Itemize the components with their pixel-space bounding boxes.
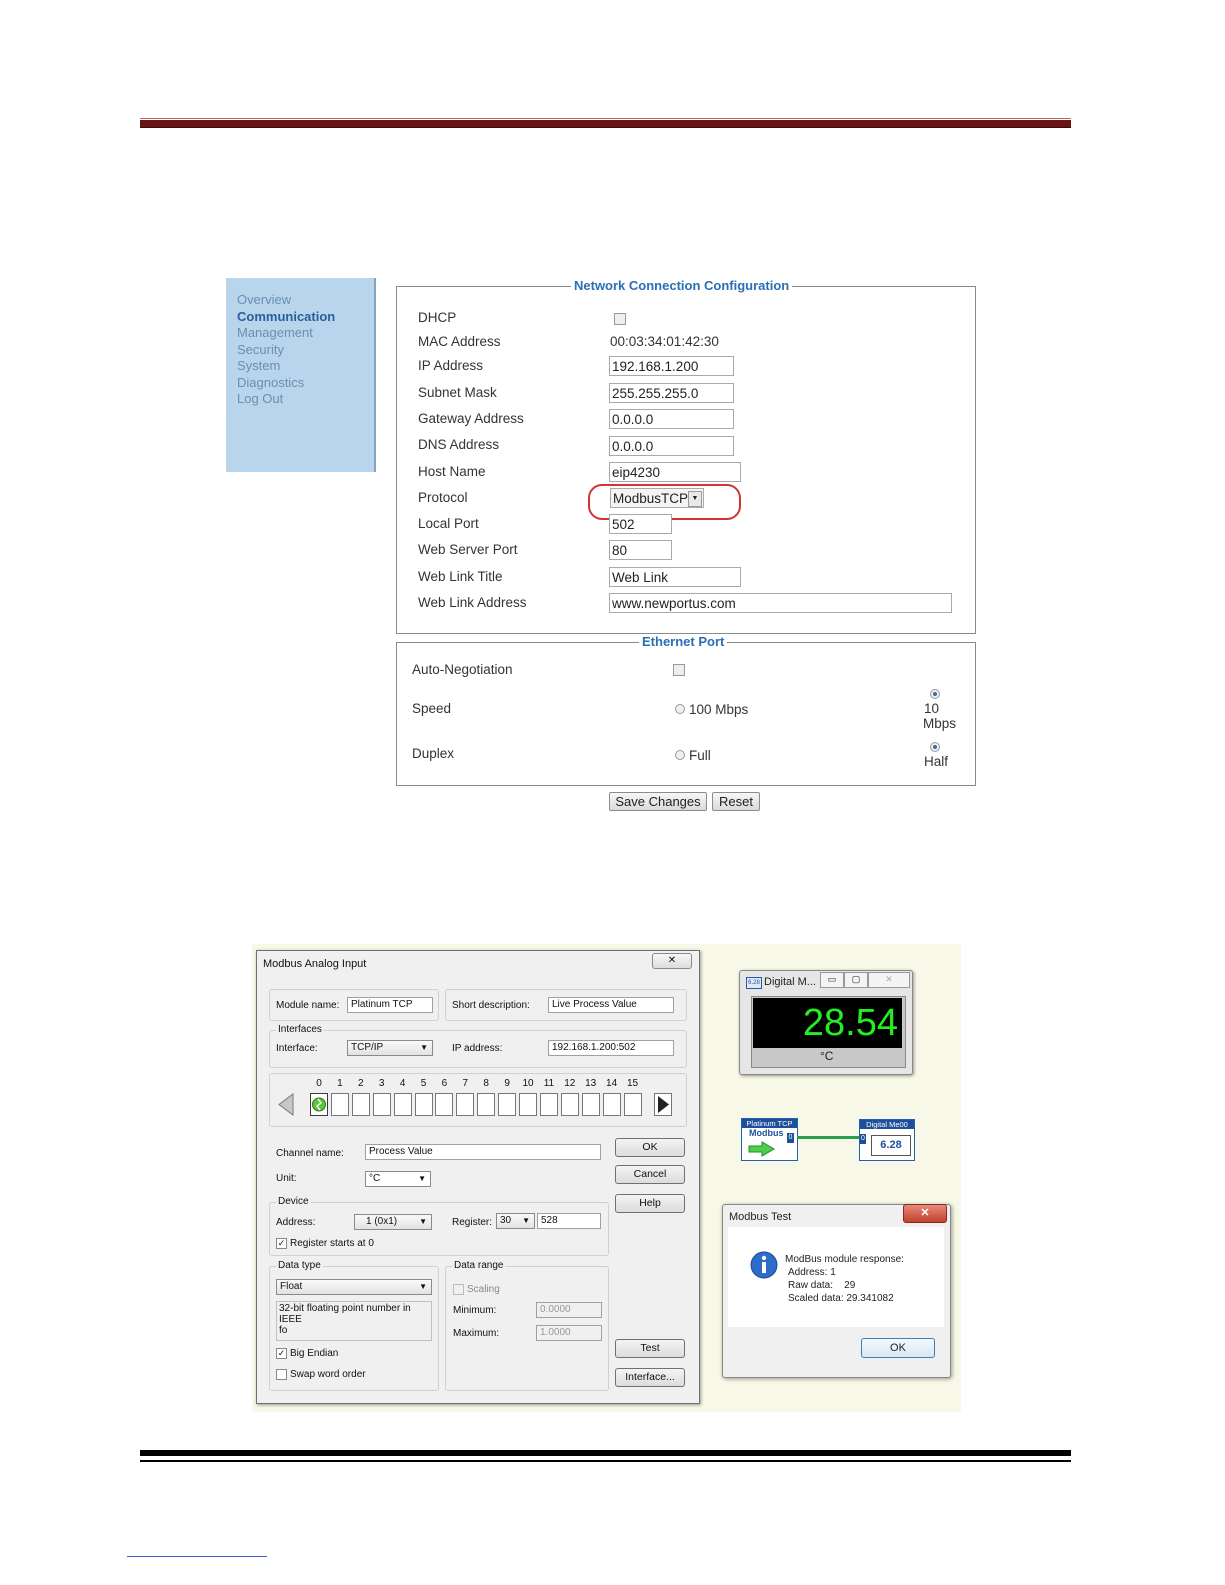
dhcp-checkbox[interactable] [614, 313, 626, 325]
channel-number: 8 [483, 1078, 489, 1089]
host-name-input[interactable]: eip4230 [609, 462, 741, 482]
duplex-half-label: Half [924, 754, 949, 769]
platinum-tcp-block-title: Platinum TCP [742, 1119, 797, 1128]
channel-slot[interactable] [624, 1093, 642, 1116]
channel-number: 0 [316, 1078, 322, 1089]
interface-label: Interface: [276, 1043, 318, 1054]
meter-title: Digital M... [764, 976, 816, 988]
speed-10-radio[interactable] [930, 689, 940, 699]
digital-meter-block-value: 6.28 [871, 1135, 911, 1156]
meter-display [753, 998, 902, 1048]
response-raw-data: Raw data: 29 [788, 1280, 856, 1291]
channel-number: 1 [337, 1078, 343, 1089]
chevron-down-icon: ▼ [522, 1216, 530, 1225]
module-name-label: Module name: [276, 1000, 340, 1011]
data-range-group-label: Data range [454, 1260, 504, 1271]
channel-number: 15 [626, 1078, 639, 1089]
connection-wire [797, 1136, 859, 1139]
speed-100-label: 100 Mbps [689, 702, 749, 717]
autoneg-label: Auto-Negotiation [412, 662, 513, 677]
close-icon[interactable]: ✕ [903, 1204, 947, 1223]
meter-display-frame [751, 996, 906, 1068]
duplex-full-radio[interactable] [675, 750, 685, 760]
channel-number: 4 [399, 1078, 406, 1089]
duplex-full-label: Full [689, 748, 711, 763]
chevron-down-icon: ▼ [419, 1217, 427, 1226]
active-channel-icon [311, 1094, 327, 1115]
register-select[interactable] [496, 1213, 535, 1229]
swap-word-checkbox[interactable] [276, 1369, 287, 1380]
maximum-input[interactable]: 1.0000 [536, 1325, 602, 1341]
scaling-label: Scaling [467, 1284, 500, 1295]
channel-number: 11 [543, 1078, 555, 1089]
channel-number: 14 [606, 1078, 618, 1089]
autoneg-checkbox[interactable] [673, 664, 685, 676]
big-endian-label: Big Endian [290, 1348, 339, 1359]
local-port-input[interactable]: 502 [609, 514, 672, 534]
nav-diagnostics[interactable]: Diagnostics [237, 374, 305, 390]
speed-10-unit: Mbps [923, 716, 957, 731]
digital-meter-window [739, 970, 913, 1075]
modbus-analog-input-dialog [256, 950, 700, 1404]
channel-slot[interactable] [540, 1093, 558, 1116]
minimum-input[interactable]: 0.0000 [536, 1302, 602, 1318]
channel-slot[interactable] [603, 1093, 621, 1116]
gateway-label: Gateway Address [418, 411, 524, 426]
web-link-address-input[interactable]: www.newportus.com [609, 593, 952, 613]
unit-label: Unit: [276, 1173, 297, 1184]
dns-address-input[interactable]: 0.0.0.0 [609, 436, 734, 456]
channel-number: 10 [522, 1078, 534, 1089]
digital-meter-block-title: Digital Me00 [860, 1120, 914, 1129]
data-type-value: Float [280, 1281, 303, 1292]
channel-name-input[interactable]: Process Value [365, 1144, 601, 1160]
protocol-value: ModbusTCP [613, 491, 689, 506]
channel-slot[interactable] [415, 1093, 433, 1116]
swap-word-label: Swap word order [290, 1369, 366, 1380]
response-heading: ModBus module response: [785, 1254, 904, 1265]
close-icon[interactable]: ✕ [868, 972, 910, 988]
channel-number: 2 [358, 1078, 364, 1089]
dns-label: DNS Address [418, 437, 500, 452]
header-rule-highlight [140, 118, 1071, 119]
help-button[interactable]: Help [615, 1194, 685, 1213]
meter-unit: °C [820, 1049, 834, 1063]
minimum-label: Minimum: [453, 1305, 497, 1316]
meter-value: 28.54 [802, 1002, 898, 1044]
channel-slot[interactable] [352, 1093, 370, 1116]
platinum-tcp-block[interactable] [741, 1118, 798, 1161]
link-title-label: Web Link Title [418, 569, 503, 584]
interface-select[interactable] [347, 1040, 433, 1056]
chevron-down-icon[interactable]: ▼ [688, 491, 702, 507]
channel-prev-arrow-icon[interactable] [277, 1093, 295, 1116]
response-scaled-data: Scaled data: 29.341082 [788, 1293, 894, 1304]
unit-value: °C [369, 1173, 381, 1184]
unit-select[interactable] [365, 1171, 431, 1187]
channel-number: 6 [441, 1078, 448, 1089]
modbus-ip-input[interactable]: 192.168.1.200:502 [548, 1040, 674, 1056]
channel-next-arrow-icon[interactable] [654, 1093, 672, 1116]
data-type-description-line1: 32-bit floating point number in IEEE [279, 1303, 411, 1325]
channel-name-label: Channel name: [276, 1148, 344, 1159]
channel-slot[interactable] [373, 1093, 391, 1116]
nav-security[interactable]: Security [237, 341, 284, 357]
data-type-description-line2: fo [279, 1325, 288, 1336]
speed-10-label: 10 [924, 701, 940, 716]
output-port-icon[interactable]: 0 [788, 1134, 793, 1141]
host-label: Host Name [418, 464, 486, 479]
channel-slot[interactable] [331, 1093, 349, 1116]
channel-number: 9 [504, 1078, 510, 1089]
channel-number: 7 [462, 1078, 469, 1089]
web-port-label: Web Server Port [418, 542, 518, 557]
modbus-block-label: Modbus [749, 1128, 784, 1138]
address-value: 1 (0x1) [366, 1216, 398, 1227]
footer-link-underline [127, 1556, 267, 1557]
save-changes-button[interactable]: Save Changes [609, 792, 707, 811]
interfaces-group-label: Interfaces [278, 1024, 322, 1035]
footer-rule-thin [140, 1460, 1071, 1462]
reset-button[interactable]: Reset [712, 792, 760, 811]
ip-address-label: IP address: [452, 1043, 503, 1054]
register-number-input[interactable]: 528 [537, 1213, 601, 1229]
protocol-label: Protocol [418, 490, 468, 505]
web-server-port-input[interactable]: 80 [609, 540, 672, 560]
channel-number: 13 [585, 1078, 597, 1089]
subnet-mask-input[interactable]: 255.255.255.0 [609, 383, 734, 403]
short-description-label: Short description: [452, 1000, 530, 1011]
nav-overview[interactable]: Overview [237, 292, 292, 307]
data-type-description [276, 1301, 432, 1341]
big-endian-checkbox[interactable]: ✓ [277, 1348, 286, 1358]
link-address-label: Web Link Address [418, 595, 527, 610]
channel-number: 5 [420, 1078, 427, 1089]
channel-slot[interactable] [561, 1093, 579, 1116]
channel-number: 12 [564, 1078, 576, 1089]
close-icon[interactable]: ✕ [652, 953, 692, 969]
ip-address-input[interactable]: 192.168.1.200 [609, 356, 734, 376]
data-type-group-label: Data type [278, 1260, 321, 1271]
gateway-address-input[interactable]: 0.0.0.0 [609, 409, 734, 429]
ip-label: IP Address [418, 358, 484, 373]
maximum-label: Maximum: [453, 1328, 500, 1339]
nav-management[interactable]: Management [237, 325, 313, 340]
channel-slot[interactable] [310, 1093, 328, 1116]
test-button[interactable]: Test [615, 1339, 685, 1358]
modbus-test-dialog [722, 1204, 951, 1378]
channel-slot[interactable] [435, 1093, 453, 1116]
chevron-down-icon: ▼ [420, 1043, 428, 1052]
register-starts-checkbox[interactable]: ✓ [277, 1238, 286, 1248]
sidebar-nav [226, 278, 376, 472]
duplex-half-radio[interactable] [930, 742, 940, 752]
register-label: Register: [452, 1217, 493, 1228]
footer-rule-thick [140, 1450, 1071, 1456]
minimize-icon[interactable]: ▭ [820, 972, 844, 988]
modbus-test-body [728, 1227, 944, 1327]
nav-system[interactable]: System [237, 358, 281, 373]
interface-value: TCP/IP [351, 1042, 384, 1053]
channel-slot[interactable] [582, 1093, 600, 1116]
mac-value: 00:03:34:01:42:30 [610, 334, 719, 349]
header-rule [140, 120, 1071, 128]
short-description-input[interactable]: Live Process Value [548, 997, 674, 1013]
scaling-checkbox[interactable] [453, 1284, 464, 1295]
address-select[interactable] [354, 1214, 432, 1230]
local-port-label: Local Port [418, 516, 479, 531]
address-label: Address: [276, 1217, 316, 1228]
response-address: Address: 1 [788, 1267, 836, 1278]
channel-slot[interactable] [498, 1093, 516, 1116]
speed-label: Speed [412, 701, 452, 716]
chevron-down-icon: ▼ [418, 1174, 426, 1183]
modbus-test-title: Modbus Test [729, 1211, 792, 1223]
nav-log-out[interactable]: Log Out [237, 391, 284, 406]
register-value: 30 [500, 1215, 512, 1226]
digital-meter-block[interactable] [859, 1119, 915, 1161]
speed-100-radio[interactable] [675, 704, 685, 714]
network-config-legend: Network Connection Configuration [571, 278, 792, 293]
chevron-down-icon: ▼ [419, 1282, 427, 1291]
input-port-icon[interactable]: 0 [861, 1135, 865, 1142]
duplex-label: Duplex [412, 746, 455, 761]
maximize-icon[interactable]: ▢ [844, 972, 868, 988]
ok-button[interactable]: OK [615, 1138, 685, 1157]
channel-slot[interactable] [394, 1093, 412, 1116]
channel-slot[interactable] [456, 1093, 474, 1116]
data-type-select[interactable] [276, 1279, 432, 1295]
channel-slot[interactable] [477, 1093, 495, 1116]
meter-app-icon: 6.28 [746, 977, 762, 989]
web-link-title-input[interactable]: Web Link [609, 567, 741, 587]
channel-slot[interactable] [519, 1093, 537, 1116]
dialog-title: Modbus Analog Input [263, 958, 367, 970]
info-icon [749, 1250, 779, 1280]
modbus-arrow-icon [748, 1141, 778, 1157]
mac-label: MAC Address [418, 334, 501, 349]
module-name-input[interactable]: Platinum TCP [347, 997, 433, 1013]
device-group-label: Device [278, 1196, 309, 1207]
dhcp-label: DHCP [418, 310, 457, 325]
ethernet-port-legend: Ethernet Port [639, 634, 727, 649]
channel-number: 3 [378, 1078, 385, 1089]
register-starts-label: Register starts at 0 [290, 1238, 374, 1249]
interface-button[interactable]: Interface... [615, 1368, 685, 1387]
nav-communication[interactable]: Communication [237, 308, 336, 324]
subnet-label: Subnet Mask [418, 385, 497, 400]
modbus-test-ok-button[interactable]: OK [861, 1338, 935, 1358]
cancel-button[interactable]: Cancel [615, 1165, 685, 1184]
